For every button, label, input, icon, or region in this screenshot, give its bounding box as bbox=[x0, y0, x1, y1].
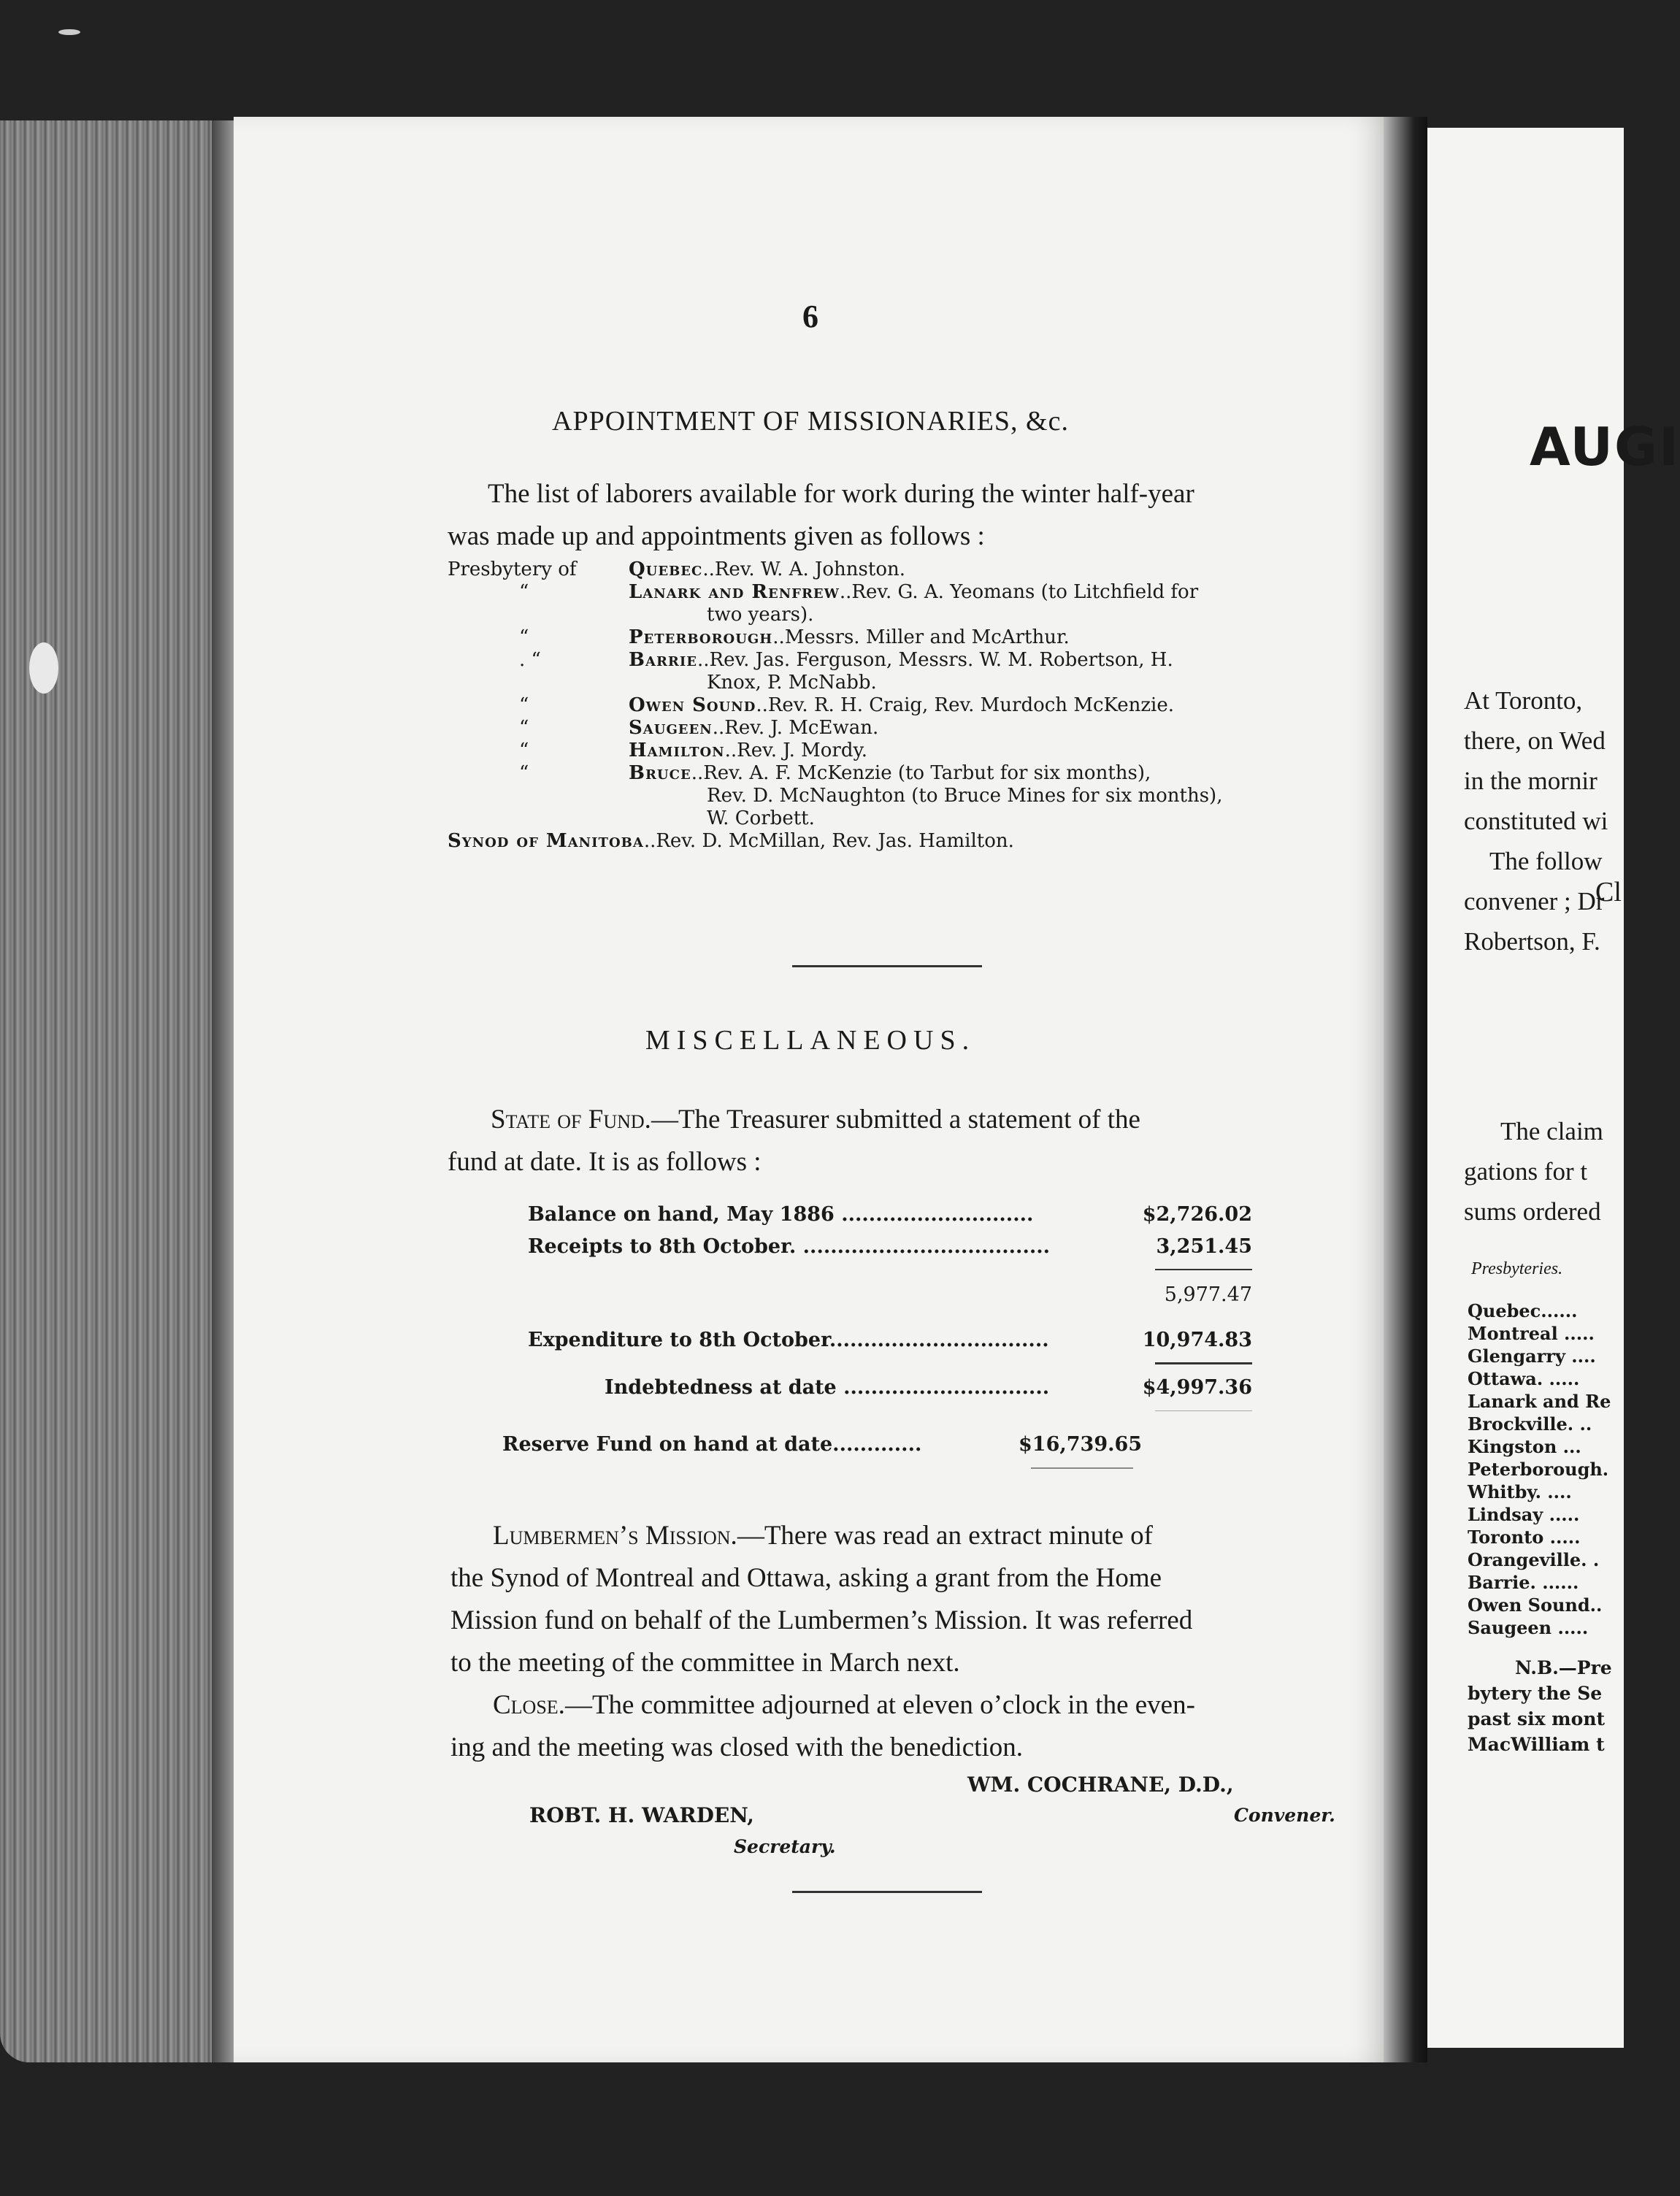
lumbermen-text: —There was read an extract minute of bbox=[737, 1521, 1153, 1551]
close-label: Close. bbox=[493, 1690, 565, 1720]
right-page-title: AUGI bbox=[1530, 416, 1680, 477]
right-page-claim-line: The claim bbox=[1500, 1117, 1603, 1145]
appointment-continuation: W. Corbett. bbox=[707, 807, 815, 829]
appointment-row bbox=[448, 604, 1353, 626]
right-page-line: convener ; Dr bbox=[1464, 887, 1605, 915]
right-page-nb-line: past six mont bbox=[1468, 1708, 1606, 1729]
appointment-row bbox=[448, 672, 1353, 694]
presbytery-item: Ottawa. ..... bbox=[1468, 1368, 1580, 1389]
presbytery-item: Kingston ... bbox=[1468, 1436, 1581, 1457]
scan-speck bbox=[29, 642, 58, 694]
presbytery-item: Lindsay ..... bbox=[1468, 1504, 1580, 1525]
appointment-row bbox=[448, 830, 1353, 853]
close-line-2: ing and the meeting was closed with the benediction. bbox=[450, 1732, 1023, 1762]
ditto-mark: . “ bbox=[519, 649, 541, 671]
appointments-list bbox=[448, 558, 1353, 853]
right-page-claim-line: gations for t bbox=[1464, 1157, 1588, 1186]
fund-expenditure-amount: 10,974.83 bbox=[1142, 1329, 1252, 1351]
sum-rule-2 bbox=[1155, 1362, 1252, 1364]
fund-expenditure-label: Expenditure to 8th October................................ bbox=[528, 1329, 1049, 1351]
right-page-subheading: Cl bbox=[1595, 877, 1622, 907]
appointment-prefix: Synod of Manitoba..Rev. D. McMillan, Rev. Jas. Hamilton. bbox=[448, 830, 1014, 852]
appointment-text: Peterborough..Messrs. Miller and McArthur. bbox=[629, 626, 1070, 648]
presbytery-item: Barrie. ...... bbox=[1468, 1572, 1579, 1593]
reserve-fund-amount: $16,739.65 bbox=[1019, 1433, 1143, 1456]
fund-indebtedness-amount: $4,997.36 bbox=[1142, 1376, 1252, 1399]
lumbermen-label: Lumbermen’s Mission. bbox=[493, 1521, 737, 1551]
page-number: 6 bbox=[802, 299, 818, 334]
appointment-row bbox=[448, 740, 1353, 762]
appointment-row bbox=[448, 581, 1353, 604]
appointment-text: Bruce..Rev. A. F. McKenzie (to Tarbut for six months), bbox=[629, 762, 1151, 784]
presbytery-item: Montreal ..... bbox=[1468, 1323, 1595, 1344]
right-page-line: The follow bbox=[1489, 847, 1603, 875]
fund-receipts-label: Receipts to 8th October. .................................... bbox=[528, 1235, 1051, 1258]
ditto-mark: “ bbox=[519, 762, 529, 784]
right-page-nb-line: bytery the Se bbox=[1468, 1683, 1603, 1704]
intro-line-1: The list of laborers available for work during the winter half-year bbox=[488, 479, 1194, 509]
sum-rule-3 bbox=[1155, 1410, 1252, 1411]
book-gutter bbox=[1384, 117, 1427, 2062]
appointment-row bbox=[448, 626, 1353, 649]
secretary-name: ROBT. H. WARDEN, bbox=[529, 1803, 754, 1827]
ditto-mark: “ bbox=[519, 694, 529, 716]
intro-line-2: was made up and appointments given as follows : bbox=[448, 521, 985, 551]
ditto-mark: “ bbox=[519, 581, 529, 603]
presbytery-item: Orangeville. . bbox=[1468, 1549, 1600, 1570]
presbytery-item: Lanark and Re bbox=[1468, 1391, 1611, 1412]
sum-rule-4 bbox=[1031, 1467, 1133, 1469]
fund-indebtedness-label: Indebtedness at date .............................. bbox=[605, 1376, 1050, 1399]
right-page-line: At Toronto, bbox=[1464, 686, 1583, 715]
book-page-edges bbox=[0, 120, 241, 2062]
lumbermen-line-3: Mission fund on behalf of the Lumbermen’s Mission. It was referred bbox=[450, 1605, 1193, 1635]
presbytery-item: Toronto ..... bbox=[1468, 1527, 1581, 1548]
appointments-heading: APPOINTMENT OF MISSIONARIES, &c. bbox=[552, 406, 1069, 437]
appointment-row bbox=[448, 717, 1353, 740]
appointment-continuation: two years). bbox=[707, 604, 814, 626]
presbytery-item: Peterborough. bbox=[1468, 1459, 1609, 1480]
right-page-line: there, on Wed bbox=[1464, 726, 1606, 755]
appointment-row bbox=[448, 649, 1353, 672]
appointment-row bbox=[448, 785, 1353, 807]
right-page-line: constituted wi bbox=[1464, 807, 1608, 835]
lumbermen-line-1 bbox=[493, 1515, 1153, 1557]
lumbermen-line-2: the Synod of Montreal and Ottawa, asking a grant from the Home bbox=[450, 1563, 1162, 1593]
lumbermen-line-4: to the meeting of the committee in March next. bbox=[450, 1648, 960, 1678]
appointment-row bbox=[448, 558, 1353, 581]
presbyteries-header: Presbyteries. bbox=[1471, 1259, 1563, 1278]
state-of-fund-line-2: fund at date. It is as follows : bbox=[448, 1147, 762, 1177]
convener-role: Convener. bbox=[1234, 1805, 1335, 1826]
appointment-text: Hamilton..Rev. J. Mordy. bbox=[629, 740, 867, 761]
scan-mark bbox=[58, 29, 80, 35]
right-page-nb-line: N.B.—Pre bbox=[1515, 1657, 1612, 1678]
right-page-nb-line: MacWilliam t bbox=[1468, 1734, 1605, 1755]
appointment-row bbox=[448, 807, 1353, 830]
presbytery-item: Brockville. .. bbox=[1468, 1413, 1592, 1435]
appointment-text: Owen Sound..Rev. R. H. Craig, Rev. Murdoch McKenzie. bbox=[629, 694, 1175, 716]
reserve-fund-label: Reserve Fund on hand at date............. bbox=[502, 1433, 922, 1456]
close-line-1 bbox=[493, 1684, 1195, 1727]
appointment-text: Saugeen..Rev. J. McEwan. bbox=[629, 717, 879, 739]
fund-balance-label: Balance on hand, May 1886 ............................ bbox=[528, 1203, 1034, 1226]
appointment-text: Lanark and Renfrew..Rev. G. A. Yeomans (to Litchfield for bbox=[629, 581, 1199, 603]
right-page-line: Robertson, F. bbox=[1464, 927, 1600, 956]
misc-heading: MISCELLANEOUS. bbox=[645, 1025, 976, 1056]
secretary-role: Secretary. bbox=[734, 1836, 836, 1857]
right-page bbox=[1427, 128, 1680, 2048]
appointment-prefix: Presbytery of bbox=[448, 558, 577, 580]
appointment-continuation: Rev. D. McNaughton (to Bruce Mines for six months), bbox=[707, 785, 1223, 807]
fund-subtotal-amount: 5,977.47 bbox=[1164, 1283, 1252, 1306]
fund-receipts-amount: 3,251.45 bbox=[1156, 1235, 1252, 1258]
right-page-claim-line: sums ordered bbox=[1464, 1197, 1601, 1226]
presbytery-item: Glengarry .... bbox=[1468, 1345, 1596, 1367]
appointment-continuation: Knox, P. McNabb. bbox=[707, 672, 877, 694]
presbytery-item: Quebec...... bbox=[1468, 1300, 1578, 1321]
ditto-mark: “ bbox=[519, 740, 529, 761]
appointment-text: Quebec..Rev. W. A. Johnston. bbox=[629, 558, 905, 580]
appointment-row bbox=[448, 762, 1353, 785]
state-of-fund-text: —The Treasurer submitted a statement of the bbox=[651, 1105, 1140, 1135]
state-of-fund-line-1 bbox=[491, 1099, 1367, 1141]
state-of-fund-label: State of Fund. bbox=[491, 1105, 651, 1135]
appointment-text: Barrie..Rev. Jas. Ferguson, Messrs. W. M. Robertson, H. bbox=[629, 649, 1173, 671]
close-text: —The committee adjourned at eleven o’clock in the even- bbox=[564, 1690, 1195, 1720]
presbytery-item: Saugeen ..... bbox=[1468, 1617, 1589, 1638]
ditto-mark: “ bbox=[519, 717, 529, 739]
appointment-row bbox=[448, 694, 1353, 717]
convener-name: WM. COCHRANE, D.D., bbox=[967, 1773, 1234, 1797]
left-page bbox=[234, 117, 1387, 2062]
sum-rule-1 bbox=[1155, 1269, 1252, 1270]
presbytery-item: Whitby. .... bbox=[1468, 1481, 1572, 1502]
section-divider-1 bbox=[792, 965, 982, 967]
fund-balance-amount: $2,726.02 bbox=[1142, 1203, 1252, 1226]
ditto-mark: “ bbox=[519, 626, 529, 648]
presbytery-item: Owen Sound.. bbox=[1468, 1594, 1603, 1616]
section-divider-2 bbox=[792, 1891, 982, 1893]
presbyteries-list bbox=[1468, 1299, 1611, 1639]
right-page-line: in the mornir bbox=[1464, 767, 1597, 795]
